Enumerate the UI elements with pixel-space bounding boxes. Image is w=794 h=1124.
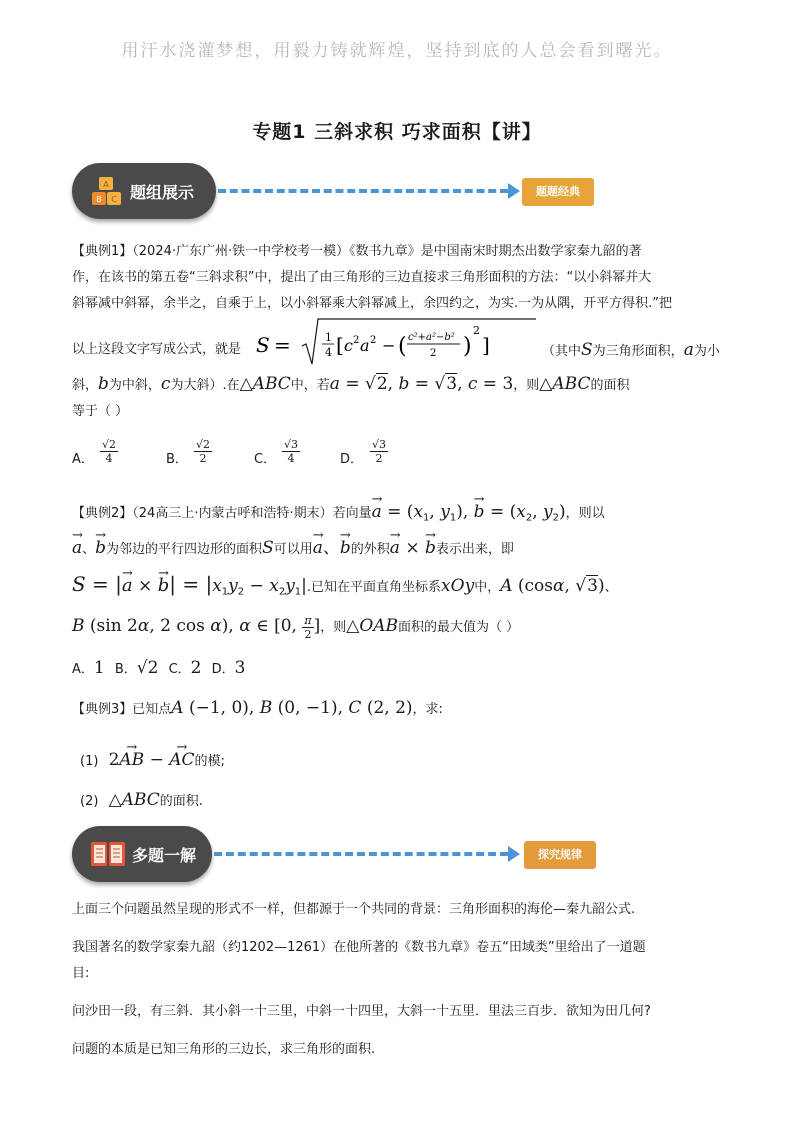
text-fragment: 为邻边的平行四边形的面积: [106, 542, 263, 557]
text-fragment: 中，: [474, 580, 501, 595]
example-1-line-6: 等于（ ）: [72, 404, 129, 419]
question-number: (2): [80, 794, 99, 809]
option-d-value: 3: [234, 658, 246, 678]
body-paragraph-4: 问题的本质是已知三角形的三边长，求三角形的面积.: [72, 1042, 376, 1057]
example-3-line-1: 【典例3】已知点A (−1, 0), B (0, −1), C (2, 2)，求:: [72, 698, 443, 718]
svg-text:B: B: [96, 195, 102, 204]
section-tag: 题题经典: [522, 178, 594, 206]
open-book-icon: [90, 838, 126, 870]
text-fragment: 为大斜）.在: [170, 378, 240, 393]
header-motto: 用汗水浇灌梦想，用毅力铸就辉煌，坚持到底的人总会看到曙光。: [121, 41, 673, 61]
option-c-value: $\frac{√3}{4}$: [284, 438, 299, 465]
section-banner-multiple-problems: [72, 826, 612, 886]
svg-text:c²+a²−b²: c²+a²−b²: [408, 332, 455, 343]
text-fragment: 面积的最大值为（ ）: [398, 620, 520, 635]
option-d-value: $\frac{√3}{2}$: [372, 438, 387, 465]
text-fragment: ，则以: [565, 506, 605, 521]
option-b-value: $\frac{√2}{2}$: [196, 438, 211, 465]
svg-text:=: =: [274, 333, 291, 357]
text-fragment: 中，若: [290, 378, 330, 393]
text-fragment: 的面积: [590, 378, 630, 393]
text-fragment: 已知点: [132, 702, 172, 717]
page-title: 专题1 三斜求积 巧求面积【讲】: [252, 121, 542, 143]
example-source: （24高三上·内蒙古呼和浩特·期末）: [132, 506, 333, 521]
section-banner-problem-set: [72, 163, 612, 223]
section-label: 多题一解: [132, 846, 197, 865]
svg-text:A: A: [103, 180, 109, 189]
text-fragment: 的外积: [350, 542, 390, 557]
example-2-line-2: → a、→ b为邻边的平行四边形的面积S可以用→ a、→ b的外积→ a × → b表示出来，即: [72, 538, 732, 560]
text-fragment: 若向量: [332, 506, 372, 521]
option-d-label: D．: [211, 662, 235, 677]
text-fragment: 为三角形面积，: [592, 344, 684, 359]
example-1-line-3: 斜幂减中斜幂，余半之，自乘于上，以小斜幂乘大斜幂减上，余四约之，为实.一为从隅，开平方得积.”把: [72, 296, 673, 311]
svg-text:−: −: [382, 336, 396, 355]
example-source: （2024·广东广州·铁一中学校考一模）: [132, 244, 350, 259]
svg-text:1: 1: [325, 331, 332, 344]
heron-formula: [256, 316, 538, 368]
arrow-right-icon: [508, 183, 520, 199]
option-a-label: A．: [72, 452, 94, 467]
option-b-label: B．: [166, 452, 188, 467]
text-fragment: 为中斜，: [108, 378, 161, 393]
svg-text:[: [: [336, 333, 344, 357]
text-fragment: 表示出来，即: [435, 542, 514, 557]
svg-text:4: 4: [325, 346, 332, 359]
text-fragment: （其中: [542, 344, 582, 359]
svg-text:a: a: [360, 336, 370, 355]
option-c-label: C．: [254, 452, 277, 467]
svg-text:(: (: [398, 334, 407, 359]
example-2-line-4: B (sin 2α, 2 cos α), α ∈ [0, $\frac{\pi}{2}$ ]，则△OAB面积的最大值为（ ）: [72, 614, 520, 641]
svg-text:2: 2: [430, 348, 437, 359]
option-a-value: $\frac{√2}{4}$: [102, 438, 117, 465]
example-1-line-5: 斜，b为中斜，c为大斜）.在△ABC中，若a = √2, b = √3, c = 3，则△ABC的面积: [72, 374, 630, 394]
option-a-label: A．: [72, 662, 94, 677]
example-text: 《数书九章》是中国南宋时期杰出数学家秦九韶的著: [349, 244, 642, 259]
text-fragment: 的面积.: [159, 794, 203, 809]
option-a-value: 1: [93, 658, 105, 678]
body-paragraph-1: 上面三个问题虽然呈现的形式不一样，但都源于一个共同的背景：三角形面积的海伦—秦九韶公式.: [72, 902, 636, 917]
option-d-label: D．: [340, 452, 364, 467]
svg-text:2: 2: [473, 324, 480, 337]
example-2-line-3: S = |→ a × → $b| = |x_1y_2 - x_2y_1|$.已知在平面直角坐标系xOy中，A (cosα, √3)、: [72, 574, 732, 603]
text-fragment: 为小: [693, 344, 720, 359]
section-tag: 探究规律: [524, 841, 596, 869]
example-1-formula-line: [72, 316, 732, 368]
arrow-right-icon: [508, 846, 520, 862]
dashed-connector: [214, 852, 508, 856]
example-3-question-2: (2) △ABC的面积.: [80, 790, 203, 810]
text-fragment: 可以用: [273, 542, 313, 557]
text-fragment: ，求:: [412, 702, 443, 717]
section-label: 题组展示: [130, 183, 195, 202]
example-text: 以上这段文字写成公式，就是: [72, 342, 242, 357]
example-1-options: [72, 438, 732, 478]
text-fragment: 斜，: [72, 378, 99, 393]
example-1-line-2: 作，在该书的第五卷“三斜求积”中，提出了由三角形的三边直接求三角形面积的方法：“以小斜幂并大: [72, 270, 652, 285]
option-b-value: √2: [136, 658, 159, 678]
body-paragraph-2: 我国著名的数学家秦九韶（约1202—1261）在他所著的《数书九章》卷五“田域类”里给出了一道题: [72, 940, 646, 955]
text-fragment: 、: [82, 542, 96, 557]
example-label: 【典例1】: [72, 244, 133, 259]
text-fragment: 、: [604, 580, 618, 595]
abc-blocks-icon: [90, 175, 124, 209]
example-2-options: [72, 658, 732, 680]
svg-text:]: ]: [482, 333, 490, 357]
section-pill: [72, 826, 212, 882]
example-3-question-1: (1) 2→ AB − → AC的模;: [80, 750, 740, 772]
dashed-connector: [218, 189, 508, 193]
svg-text:): ): [463, 334, 472, 359]
body-paragraph-2-cont: 目:: [72, 966, 90, 981]
section-pill: [72, 163, 216, 219]
example-label: 【典例2】: [72, 506, 133, 521]
example-2-line-1: 【典例2】（24高三上·内蒙古呼和浩特·期末）若向量→ $a = (x_1$, $y_1$), → $b = (x_2$, $y_2$)，则以: [72, 502, 732, 529]
text-fragment: .已知在平面直角坐标系: [306, 580, 442, 595]
text-fragment: ，则: [320, 620, 347, 635]
option-b-label: B．: [114, 662, 137, 677]
svg-text:2: 2: [370, 335, 377, 346]
text-fragment: 的模;: [194, 754, 225, 769]
example-text: （其中S为三角形面积，a为小: [542, 340, 720, 360]
option-c-value: 2: [190, 658, 202, 678]
body-paragraph-3: 问沙田一段，有三斜．其小斜一十三里，中斜一十四里，大斜一十五里．里法三百步．欲知为田几何?: [72, 1004, 651, 1019]
example-label: 【典例3】: [72, 702, 133, 717]
option-c-label: C．: [168, 662, 191, 677]
svg-text:S: S: [256, 333, 270, 357]
svg-text:2: 2: [353, 335, 360, 346]
svg-text:C: C: [111, 195, 117, 204]
svg-text:c: c: [344, 336, 353, 355]
example-1-line-1: [72, 242, 732, 262]
question-number: (1): [80, 754, 99, 769]
text-fragment: ，则: [513, 378, 540, 393]
